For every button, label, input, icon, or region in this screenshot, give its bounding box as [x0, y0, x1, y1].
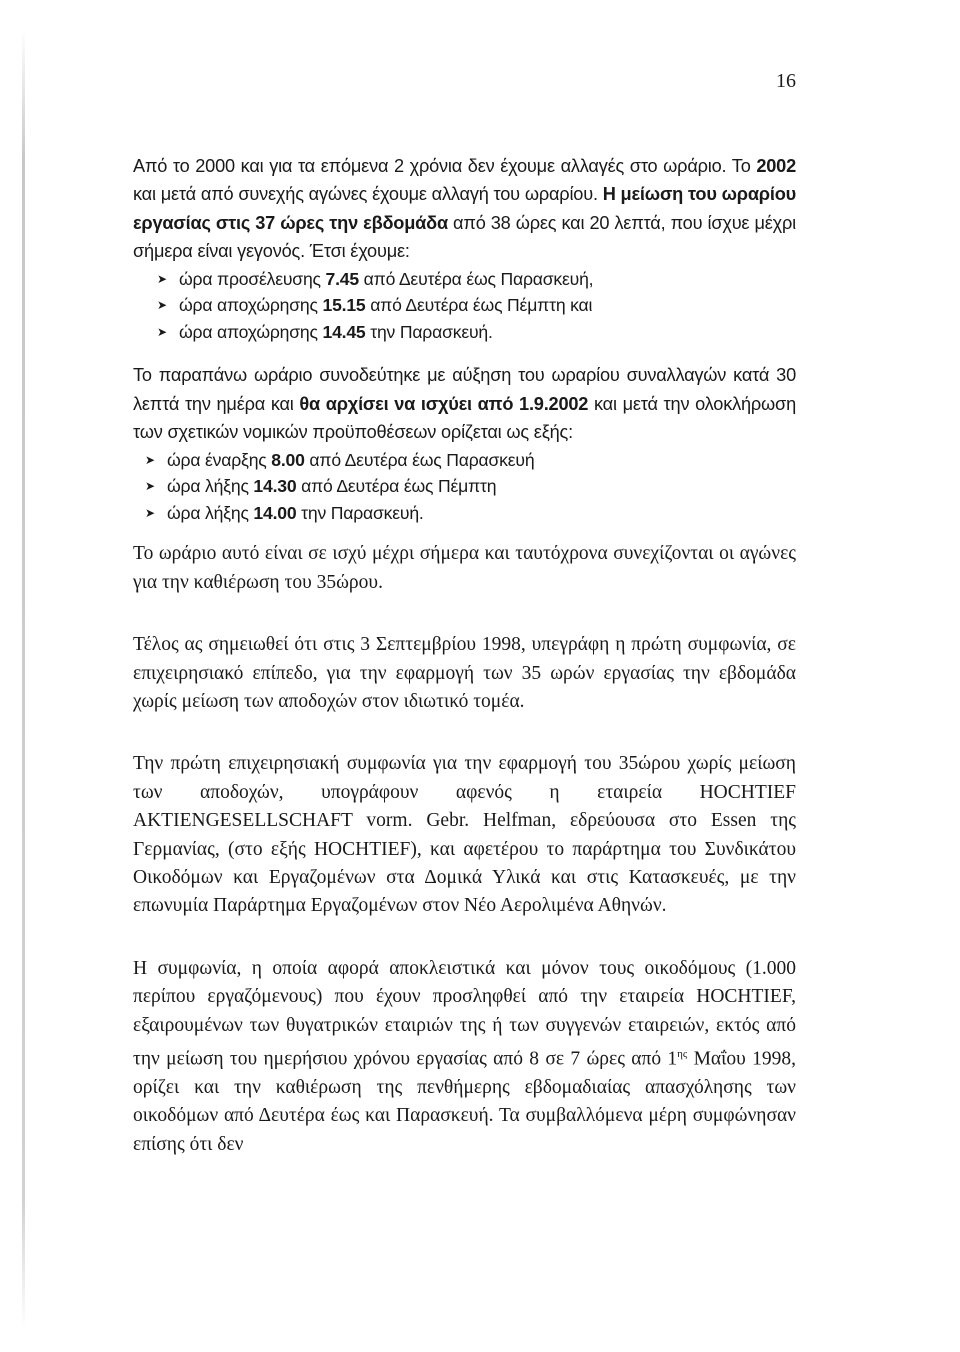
list-item: ➤ ώρα αποχώρησης 14.45 την Παρασκευή. [179, 319, 796, 346]
agreement-details-paragraph: Η συμφωνία, η οποία αφορά αποκλειστικά και μόνον τους οικοδόμους (1.000 περίπου εργαζόμενους) που έχουν προσληφθεί από την εταιρεία HOCHTIEF, εξαιρουμένων των θυγατρικών εταιριών της ή των συγγενών εταιρειών, εκτός από την μείωση του ημερήσιου χρόνου εργασίας από 8 σε 7 ώρες από $1^{\eta\varsigma}$ Μαΐου 1998, ορίζει και την καθιέρωση της πενθήμερης εβδομαδιαίας απασχόλησης των οικοδόμων από Δευτέρα έως και Παρασκευή. Τα συμβαλλόμενα μέρη συμφώνησαν επίσης ότι δεν [133, 957, 796, 1155]
schedule-paragraph: Το παραπάνω ωράριο συνοδεύτηκε με αύξηση του ωραρίου συναλλαγών κατά 30 λεπτά την ημέρα και θα αρχίσει να ισχύει από 1.9.2002 και μετά την ολοκλήρωση των σχετικών νομικών προϋποθέσεων ορίζεται ως εξής: [133, 365, 796, 443]
agreement-paragraph: Τέλος ας σημειωθεί ότι στις 3 Σεπτεμβρίου 1998, υπεγράφη η πρώτη συμφωνία, σε επιχειρησιακό επίπεδο, για την εφαρμογή των 35 ωρών εργασίας την εβδομάδα χωρίς μείωση των αποδοχών στον ιδιωτικό τομέα. [133, 634, 796, 713]
arrow-bullet-icon: ➤ [145, 452, 155, 467]
arrow-bullet-icon: ➤ [157, 324, 167, 339]
list-item: ➤ ώρα προσέλευσης 7.45 από Δευτέρα έως Παρασκευή, [179, 266, 796, 293]
list-item: ➤ ώρα λήξης 14.30 από Δευτέρα έως Πέμπτη [167, 473, 796, 500]
hochtief-paragraph: Την πρώτη επιχειρησιακή συμφωνία για την εφαρμογή του 35ώρου χωρίς μείωση των αποδοχών, υπογράφουν αφενός η εταιρεία HOCHTIEF AKTIENGESELLSCHAFT vorm. Gebr. Helfman, εδρεύουσα στο Essen της Γερμανίας, (στο εξής HOCHTIEF), και αφετέρου το παράρτημα του Συνδικάτου Οικοδόμων και Εργαζομένων στα Δομικά Υλικά και στις Κατασκευές, με την επωνυμία Παράρτημα Εργαζομένων στον Νέο Αερολιμένα Αθηνών. [133, 753, 796, 917]
schedule-list-a [157, 266, 796, 346]
list-item: ➤ ώρα έναρξης 8.00 από Δευτέρα έως Παρασκευή [167, 447, 796, 474]
status-paragraph: Το ωράριο αυτό είναι σε ισχύ μέχρι σήμερα και ταυτόχρονα συνεχίζονται οι αγώνες για την καθιέρωση του 35ώρου. [133, 543, 796, 593]
scan-edge-shadow [22, 30, 25, 1330]
list-item: ➤ ώρα λήξης 14.00 την Παρασκευή. [167, 500, 796, 527]
page-number: 16 [776, 70, 796, 92]
list-item: ➤ ώρα αποχώρησης 15.15 από Δευτέρα έως Πέμπτη και [179, 292, 796, 319]
arrow-bullet-icon: ➤ [157, 298, 167, 313]
arrow-bullet-icon: ➤ [157, 271, 167, 286]
arrow-bullet-icon: ➤ [145, 479, 155, 494]
document-body [133, 152, 796, 1159]
intro-paragraph: Από το 2000 και για τα επόμενα 2 χρόνια δεν έχουμε αλλαγές στο ωράριο. Το 2002 και μετά από συνεχής αγώνες έχουμε αλλαγή του ωραρίου. Η μείωση του ωραρίου εργασίας στις 37 ώρες την εβδομάδα από 38 ώρες και 20 λεπτά, που ίσχυε μέχρι σήμερα είναι γεγονός. Έτσι έχουμε: [133, 156, 797, 262]
schedule-list-b [145, 447, 796, 527]
ordinal-superscript: ης [677, 1048, 688, 1061]
arrow-bullet-icon: ➤ [145, 505, 155, 520]
